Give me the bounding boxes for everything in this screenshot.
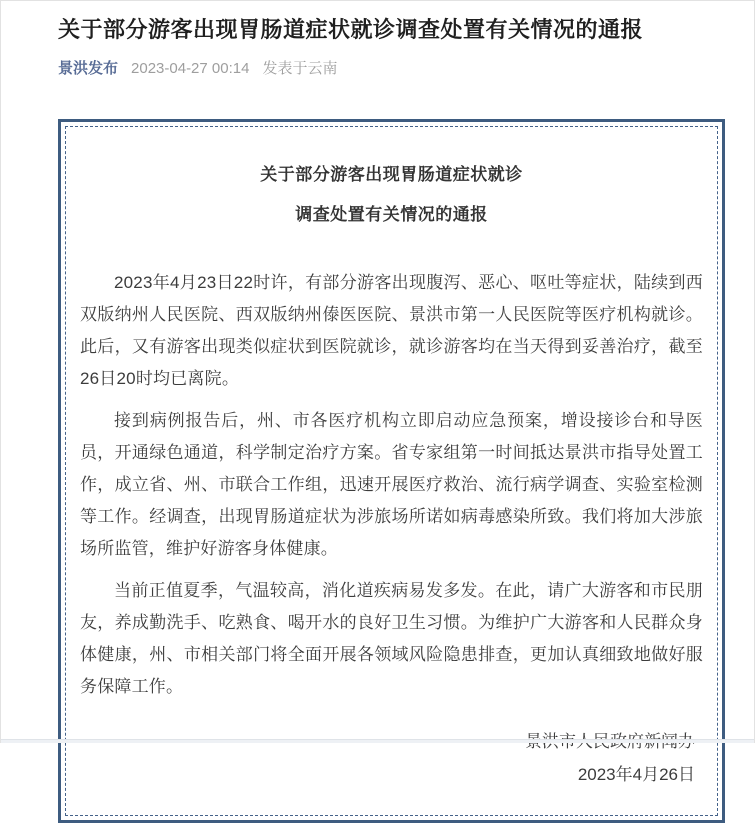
notice-heading-line1: 关于部分游客出现胃肠道症状就诊 xyxy=(260,165,523,184)
notice-box xyxy=(58,119,725,823)
notice-heading xyxy=(80,155,703,235)
page-bottom-strip xyxy=(1,739,754,743)
signature-block xyxy=(80,725,703,791)
byline xyxy=(1,59,754,79)
signature-date: 2023年4月26日 xyxy=(577,765,695,784)
notice-paragraph-1: 2023年4月23日22时许，有部分游客出现腹泻、恶心、呕吐等症状，陆续到西双版纳州人民医院、西双版纳州傣医医院、景洪市第一人民医院等医疗机构就诊。此后，又有游客出现类似症状到医院就诊，就诊游客均在当天得到妥善治疗，截至26日20时均已离院。 xyxy=(80,273,703,388)
publish-location: 发表于云南 xyxy=(262,60,338,77)
account-name-link[interactable]: 景洪发布 xyxy=(58,60,119,77)
notice-paragraph-2: 接到病例报告后，州、市各医疗机构立即启动应急预案，增设接诊台和导医员，开通绿色通道，科学制定治疗方案。省专家组第一时间抵达景洪市指导处置工作，成立省、州、市联合工作组，迅速开展医疗救治、流行病学调查、实验室检测等工作。经调查，出现胃肠道症状为涉旅场所诺如病毒感染所致。我们将加大涉旅场所监管，维护好游客身体健康。 xyxy=(80,411,703,558)
notice-paragraph-3: 当前正值夏季，气温较高，消化道疾病易发多发。在此，请广大游客和市民朋友，养成勤洗手、吃熟食、喝开水的良好卫生习惯。为维护广大游客和人民群众身体健康，州、市相关部门将全面开展各领域风险隐患排查，更加认真细致地做好服务保障工作。 xyxy=(80,581,703,696)
notice-heading-line2: 调查处置有关情况的通报 xyxy=(295,205,488,224)
page-title: 关于部分游客出现胃肠道症状就诊调查处置有关情况的通报 xyxy=(58,17,644,42)
notice-box-inner xyxy=(65,126,718,816)
publish-timestamp: 2023-04-27 00:14 xyxy=(131,60,250,77)
article-header xyxy=(1,1,754,45)
